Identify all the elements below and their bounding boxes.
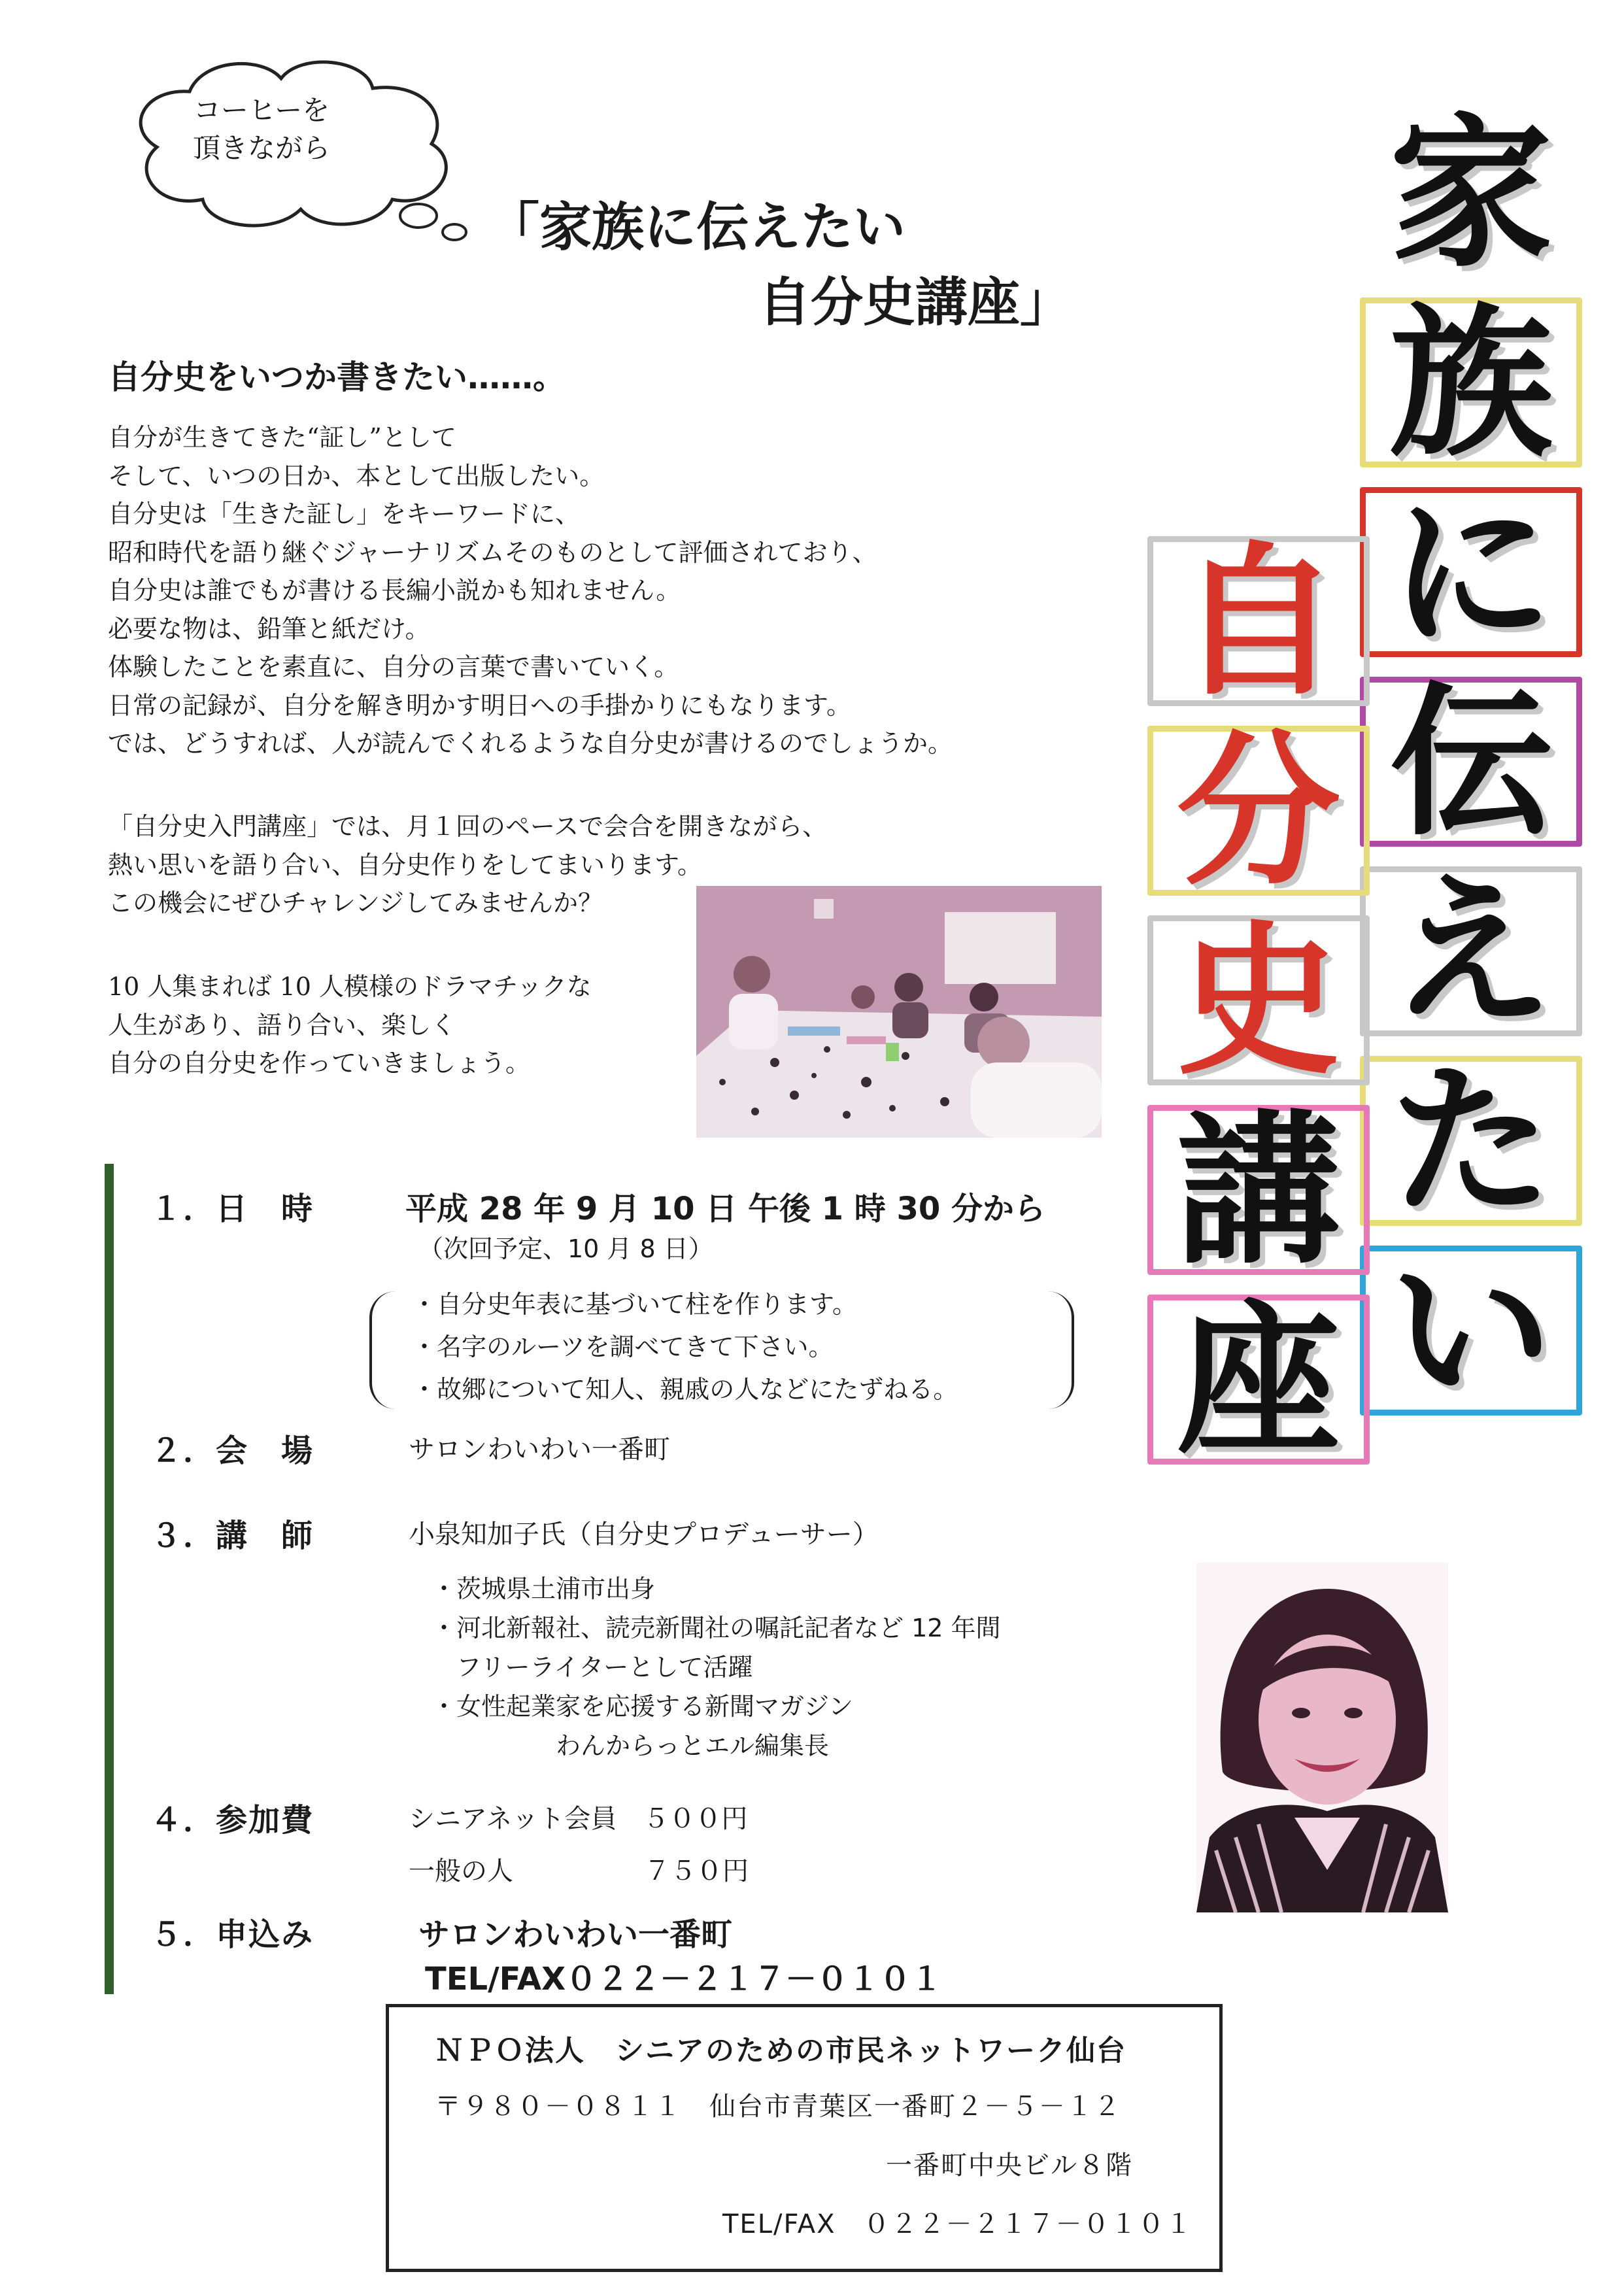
intro-line: そして、いつの日か、本として出版したい。 (108, 461, 605, 490)
meeting-photo (696, 886, 1102, 1138)
lecturer-value: 小泉知加子氏（自分史プロデューサー） (409, 1519, 879, 1550)
section-sidebar (105, 1164, 114, 1994)
intro-line: 日常の記録が、自分を解き明かす明日への手掛かりにもなります。 (108, 690, 851, 720)
intro-line: 自分史は「生きた証し」をキーワードに、 (108, 500, 581, 528)
footer-address-1: 〒９８０－０８１１ 仙台市青葉区一番町２－５－１２ (435, 2092, 1121, 2122)
closing-line: 自分の自分史を作っていきましょう。 (108, 1049, 531, 1078)
vertical-char: え (1360, 866, 1582, 1036)
intro-line: 体験したことを素直に、自分の言葉で書いていく。 (108, 653, 679, 681)
lecturer-label: ３．講 師 (150, 1518, 314, 1554)
course-line: この機会にぜひチャレンジしてみませんか？ (108, 889, 603, 917)
organization-box (386, 2004, 1223, 2272)
vertical-char: 伝 (1360, 677, 1582, 847)
vertical-char-red: 史 (1147, 915, 1370, 1085)
apply-tel: TEL/FAX０２２－２１７－０１０１ (425, 1961, 943, 1997)
cloud-text (141, 92, 382, 167)
intro-line: では、どうすれば、人が読んでくれるような自分史が書けるのでしょうか。 (108, 729, 953, 758)
lecturer-note: フリーライターとして活躍 (431, 1653, 753, 1682)
cloud-line-1: コーヒーを (193, 94, 330, 126)
vertical-char-red: 自 (1147, 536, 1370, 706)
intro-line: 必要な物は、鉛筆と紙だけ。 (108, 614, 430, 643)
closing-line: 人生があり、語り合い、楽しく (108, 1010, 456, 1040)
footer-address-2: 一番町中央ビル８階 (886, 2150, 1133, 2181)
date-note: ・自分史年表に基づいて柱を作ります。 (412, 1290, 857, 1319)
lecturer-photo (1196, 1563, 1448, 1912)
lecturer-note: ・茨城県土浦市出身 (431, 1574, 656, 1603)
course-line: 「自分史入門講座」では、月１回のペースで会合を開きながら、 (108, 812, 828, 841)
lecturer-note: ・女性起業家を応援する新聞マガジン (431, 1692, 854, 1721)
vertical-char: 座 (1147, 1295, 1370, 1465)
venue-label: ２．会 場 (150, 1433, 314, 1469)
fee-label: ４．参加費 (150, 1802, 314, 1839)
closing-line: 10 人集まれば 10 人模様のドラマチックな (108, 972, 592, 1001)
date-value: 平成 28 年 9 月 10 日 午後 1 時 30 分から (405, 1191, 1046, 1227)
cloud-line-2: 頂きながら (192, 132, 330, 164)
date-next: （次回予定、10 月 8 日） (418, 1234, 713, 1263)
fee-general: 一般の人 ７５０円 (409, 1856, 749, 1886)
vertical-char-red: 分 (1147, 726, 1370, 896)
fee-member: シニアネット会員 ５００円 (409, 1804, 748, 1834)
lecturer-note: わんからっとエル編集長 (431, 1731, 830, 1760)
course-line: 熱い思いを語り合い、自分史作りをしてまいります。 (108, 850, 702, 879)
footer-tel: TEL/FAX ０２２－２１７－０１０１ (722, 2209, 1193, 2239)
vertical-char: 族 (1360, 297, 1582, 467)
intro-paragraph (108, 418, 953, 763)
date-note: ・名字のルーツを調べてきて下さい。 (412, 1332, 834, 1361)
intro-line: 自分が生きてきた“証し”として (108, 423, 456, 452)
closing-paragraph (108, 968, 592, 1083)
vertical-char: 講 (1147, 1105, 1370, 1275)
vertical-char: に (1360, 487, 1582, 657)
lecturer-note: ・河北新報社、読売新聞社の嘱託記者など 12 年間 (431, 1614, 1001, 1642)
venue-value: サロンわいわい一番町 (409, 1434, 670, 1465)
vertical-char: 家 (1389, 97, 1553, 289)
lead-text: 自分史をいつか書きたい……。 (108, 358, 566, 396)
vertical-char: い (1360, 1246, 1582, 1416)
date-label: １．日 時 (150, 1191, 314, 1227)
apply-label: ５．申込み (150, 1916, 314, 1953)
title-line-2: 自分史講座」 (758, 272, 1072, 333)
footer-org: ＮＰＯ法人 シニアのための市民ネットワーク仙台 (435, 2034, 1126, 2067)
title-line-1: 「家族に伝えたい (487, 197, 905, 258)
apply-place: サロンわいわい一番町 (418, 1916, 733, 1953)
intro-line: 昭和時代を語り継ぐジャーナリズムそのものとして評価されており、 (108, 537, 877, 567)
date-note: ・故郷について知人、親戚の人などにたずねる。 (412, 1375, 958, 1404)
intro-line: 自分史は誰でもが書ける長編小説かも知れません。 (108, 576, 681, 605)
vertical-char: た (1360, 1056, 1582, 1226)
